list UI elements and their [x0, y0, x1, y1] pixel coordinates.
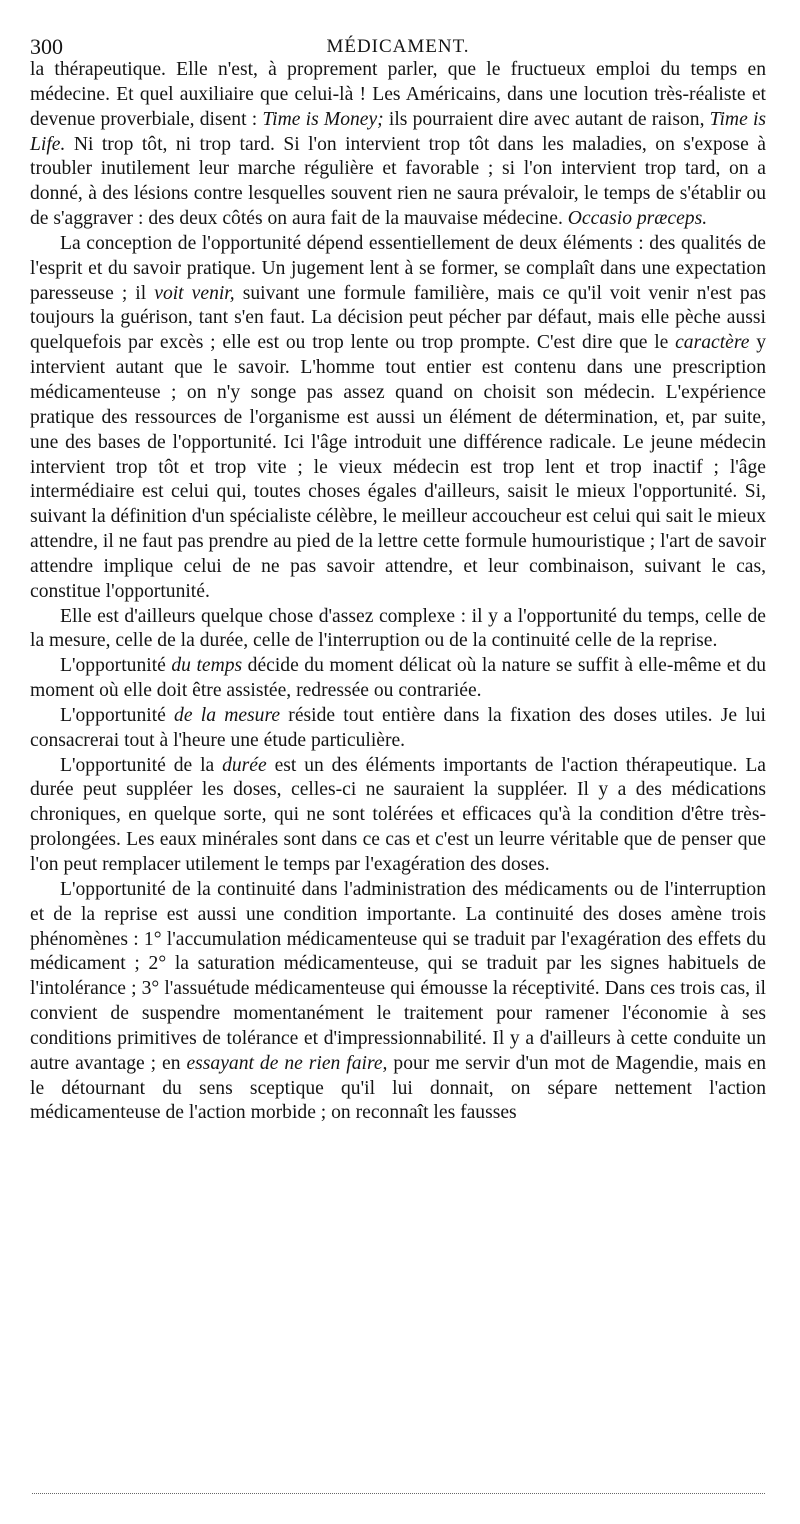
footer-dotted-rule: [32, 1493, 765, 1494]
italic-text: du temps: [171, 655, 243, 677]
text-run: la thérapeutique. Elle n'est, à proprement parler, que le fructueux emploi du temps en médecine. Et quel auxiliaire que celui-là ! Les Américains, dans une locution très-réaliste et devenue proverbiale, disent :: [30, 59, 766, 130]
paragraph: [30, 754, 766, 878]
paragraph: [30, 605, 766, 655]
italic-text: Occasio præceps.: [567, 208, 708, 230]
italic-text: durée: [222, 754, 267, 776]
text-run: est un des éléments importants de l'action thérapeutique. La durée peut suppléer les doses, celles-ci ne sauraient la suppléer. Il y a des médications chroniques, en quelque sorte, qui ne sont tolérées et efficaces qu'à la condition d'être très-prolongées. Les eaux minérales sont dans ce cas et c'est un leurre véritable que de penser que l'on peut remplacer utilement le temps par l'exagération des doses.: [30, 754, 766, 875]
paragraph: [30, 58, 766, 232]
text-run: y intervient autant que le savoir. L'homme tout entier est contenu dans une prescription médicamenteuse ; on n'y songe pas assez quand on choisit son médecin. L'expérience pratique des ressources de l'organisme est aussi un élément de détermination, et, par suite, une des bases de l'opportunité. Ici l'âge introduit une différence radicale. Le jeune médecin intervient trop tôt et trop vite ; le vieux médecin est trop lent et trop inactif ; l'âge intermédiaire est celui qui, toutes choses égales d'ailleurs, saisit le mieux l'opportunité. Si, suivant la définition d'un spécialiste célèbre, le meilleur accoucheur est celui qui sait le mieux attendre, il ne faut pas prendre au pied de la lettre cette formule humouristique ; l'art de savoir attendre implique celui de ne pas savoir attendre, et leur combinaison, suivant le cas, constitue l'opportunité.: [30, 332, 767, 602]
paragraph: [30, 878, 766, 1126]
text-run: ils pourraient dire avec autant de raison,: [383, 108, 710, 130]
text-run: pour me servir d'un mot de Magendie, mais en le détournant du sens sceptique qu'il lui donnait, on sépare nettement l'action médicamenteuse de l'action morbide ; on reconnaît les fausses: [30, 1052, 766, 1124]
italic-text: essayant de ne rien faire,: [186, 1052, 388, 1074]
text-run: suivant une formule familière, mais ce qu'il voit venir n'est pas toujours la guérison, tant s'en faut. La décision peut pécher par défaut, mais elle pèche aussi quelquefois par excès ; elle est ou trop lente ou trop prompte. C'est dire que le: [30, 282, 767, 354]
italic-text: Time is Life.: [30, 108, 767, 155]
text-run: L'opportunité: [60, 704, 175, 726]
italic-text: voit venir,: [154, 282, 235, 304]
paragraph: [30, 654, 766, 704]
italic-text: Time is Money;: [262, 108, 384, 130]
text-run: L'opportunité de la: [60, 754, 223, 776]
text-run: décide du moment délicat où la nature se suffit à elle-même et du moment où elle doit être assistée, redressée ou contrariée.: [30, 655, 766, 702]
italic-text: caractère: [675, 332, 750, 354]
text-run: réside tout entière dans la fixation des doses utiles. Je lui consacrerai tout à l'heure une étude particulière.: [30, 704, 766, 751]
paragraph: [30, 232, 766, 605]
paragraph: [30, 704, 766, 754]
text-run: L'opportunité: [60, 655, 172, 677]
text-run: Elle est d'ailleurs quelque chose d'assez complexe : il y a l'opportunité du temps, celle de la mesure, celle de la durée, celle de l'interruption ou de la continuité celle de la reprise.: [30, 605, 766, 652]
italic-text: de la mesure: [174, 704, 281, 726]
body-text: [30, 58, 766, 1126]
running-title: MÉDICAMENT.: [326, 36, 470, 57]
text-run: L'opportunité de la continuité dans l'administration des médicaments ou de l'interruption et de la reprise est aussi une condition importante. La continuité des doses amène trois phénomènes : 1° l'accumulation médicamenteuse qui se traduit par l'exagération des effets du médicament ; 2° la saturation médicamenteuse, qui se traduit par les signes habituels de l'intolérance ; 3° l'assuétude médicamenteuse qui émousse la réceptivité. Dans ces trois cas, il convient de suspendre momentanément le traitement pour ramener l'économie à ses conditions primitives de tolérance et d'impressionnabilité. Il y a d'ailleurs à cette conduite un autre avantage ; en: [30, 878, 766, 1074]
text-run: La conception de l'opportunité dépend essentiellement de deux éléments : des qualités de l'esprit et du savoir pratique. Un jugement lent à se former, se complaît dans une expectation paresseuse ; il: [30, 232, 766, 304]
text-run: Ni trop tôt, ni trop tard. Si l'on intervient trop tôt dans les maladies, on s'expose à troubler inutilement leur marche régulière et favorable ; si l'on intervient trop tard, on a donné, à des lésions contre lesquelles souvent rien ne saura prévaloir, le temps de s'établir ou de s'aggraver : des deux côtés on aura fait de la mauvaise médecine.: [30, 133, 766, 230]
page-number: 300: [30, 34, 63, 59]
book-page: [30, 0, 766, 1524]
